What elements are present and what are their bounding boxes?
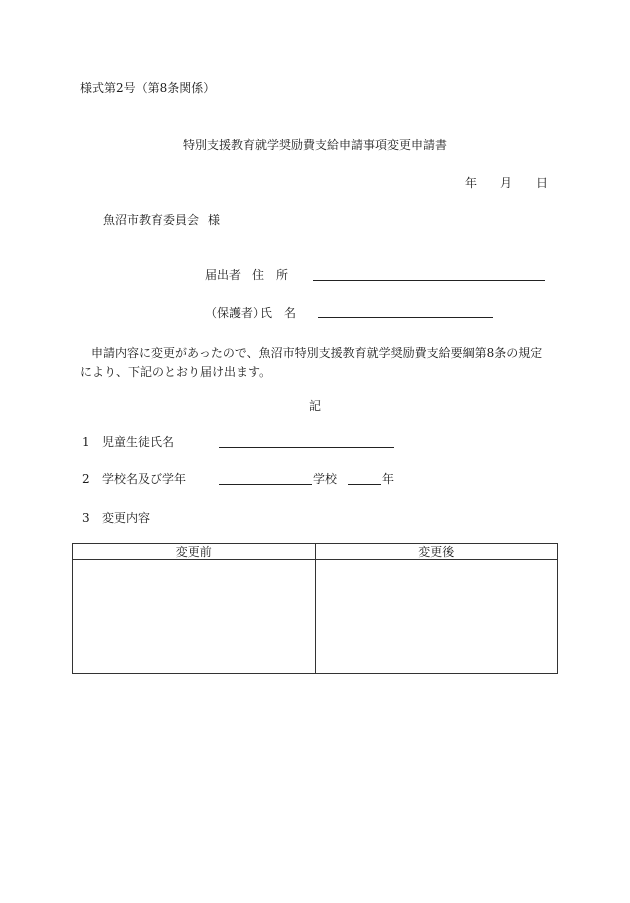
name-label: 氏 名 (260, 306, 297, 320)
table-row (73, 560, 558, 674)
address-label: 住 所 (252, 268, 289, 282)
school-name-field-line[interactable] (219, 484, 312, 485)
before-change-header: 変更前 (73, 544, 316, 560)
note-heading: 記 (308, 399, 321, 413)
date-year-label: 年 (465, 176, 478, 190)
before-change-cell[interactable] (73, 560, 316, 674)
item-number: 3 (82, 511, 90, 525)
school-suffix: 学校 (313, 472, 338, 486)
document-title: 特別支援教育就学奨励費支給申請事項変更申請書 (182, 138, 447, 152)
item-number: 2 (82, 472, 90, 486)
date-day-label: 日 (536, 176, 549, 190)
table-header-row (73, 544, 558, 560)
grade-suffix: 年 (382, 472, 395, 486)
school-grade-label: 学校名及び学年 (102, 472, 187, 486)
grade-field-line[interactable] (348, 484, 381, 485)
item-number: 1 (82, 435, 90, 449)
applicant-label: 届出者 (205, 268, 242, 282)
student-name-label: 児童生徒氏名 (102, 435, 175, 449)
addressee-honorific: 様 (208, 213, 221, 227)
after-change-header: 変更後 (315, 544, 558, 560)
body-paragraph: 申請内容に変更があったので、魚沼市特別支援教育就学奨励費支給要綱第8条の規定により、下記のとおり届け出ます。 (80, 346, 543, 379)
after-change-cell[interactable] (315, 560, 558, 674)
form-number: 様式第2号（第8条関係） (80, 81, 216, 95)
guardian-label: （保護者） (205, 306, 266, 320)
addressee-name: 魚沼市教育委員会 (103, 213, 200, 227)
address-field-line[interactable] (313, 280, 545, 281)
change-details-table (72, 543, 558, 674)
date-month-label: 月 (500, 176, 513, 190)
change-details-label: 変更内容 (102, 511, 151, 525)
student-name-field-line[interactable] (219, 447, 394, 448)
name-field-line[interactable] (318, 317, 493, 318)
